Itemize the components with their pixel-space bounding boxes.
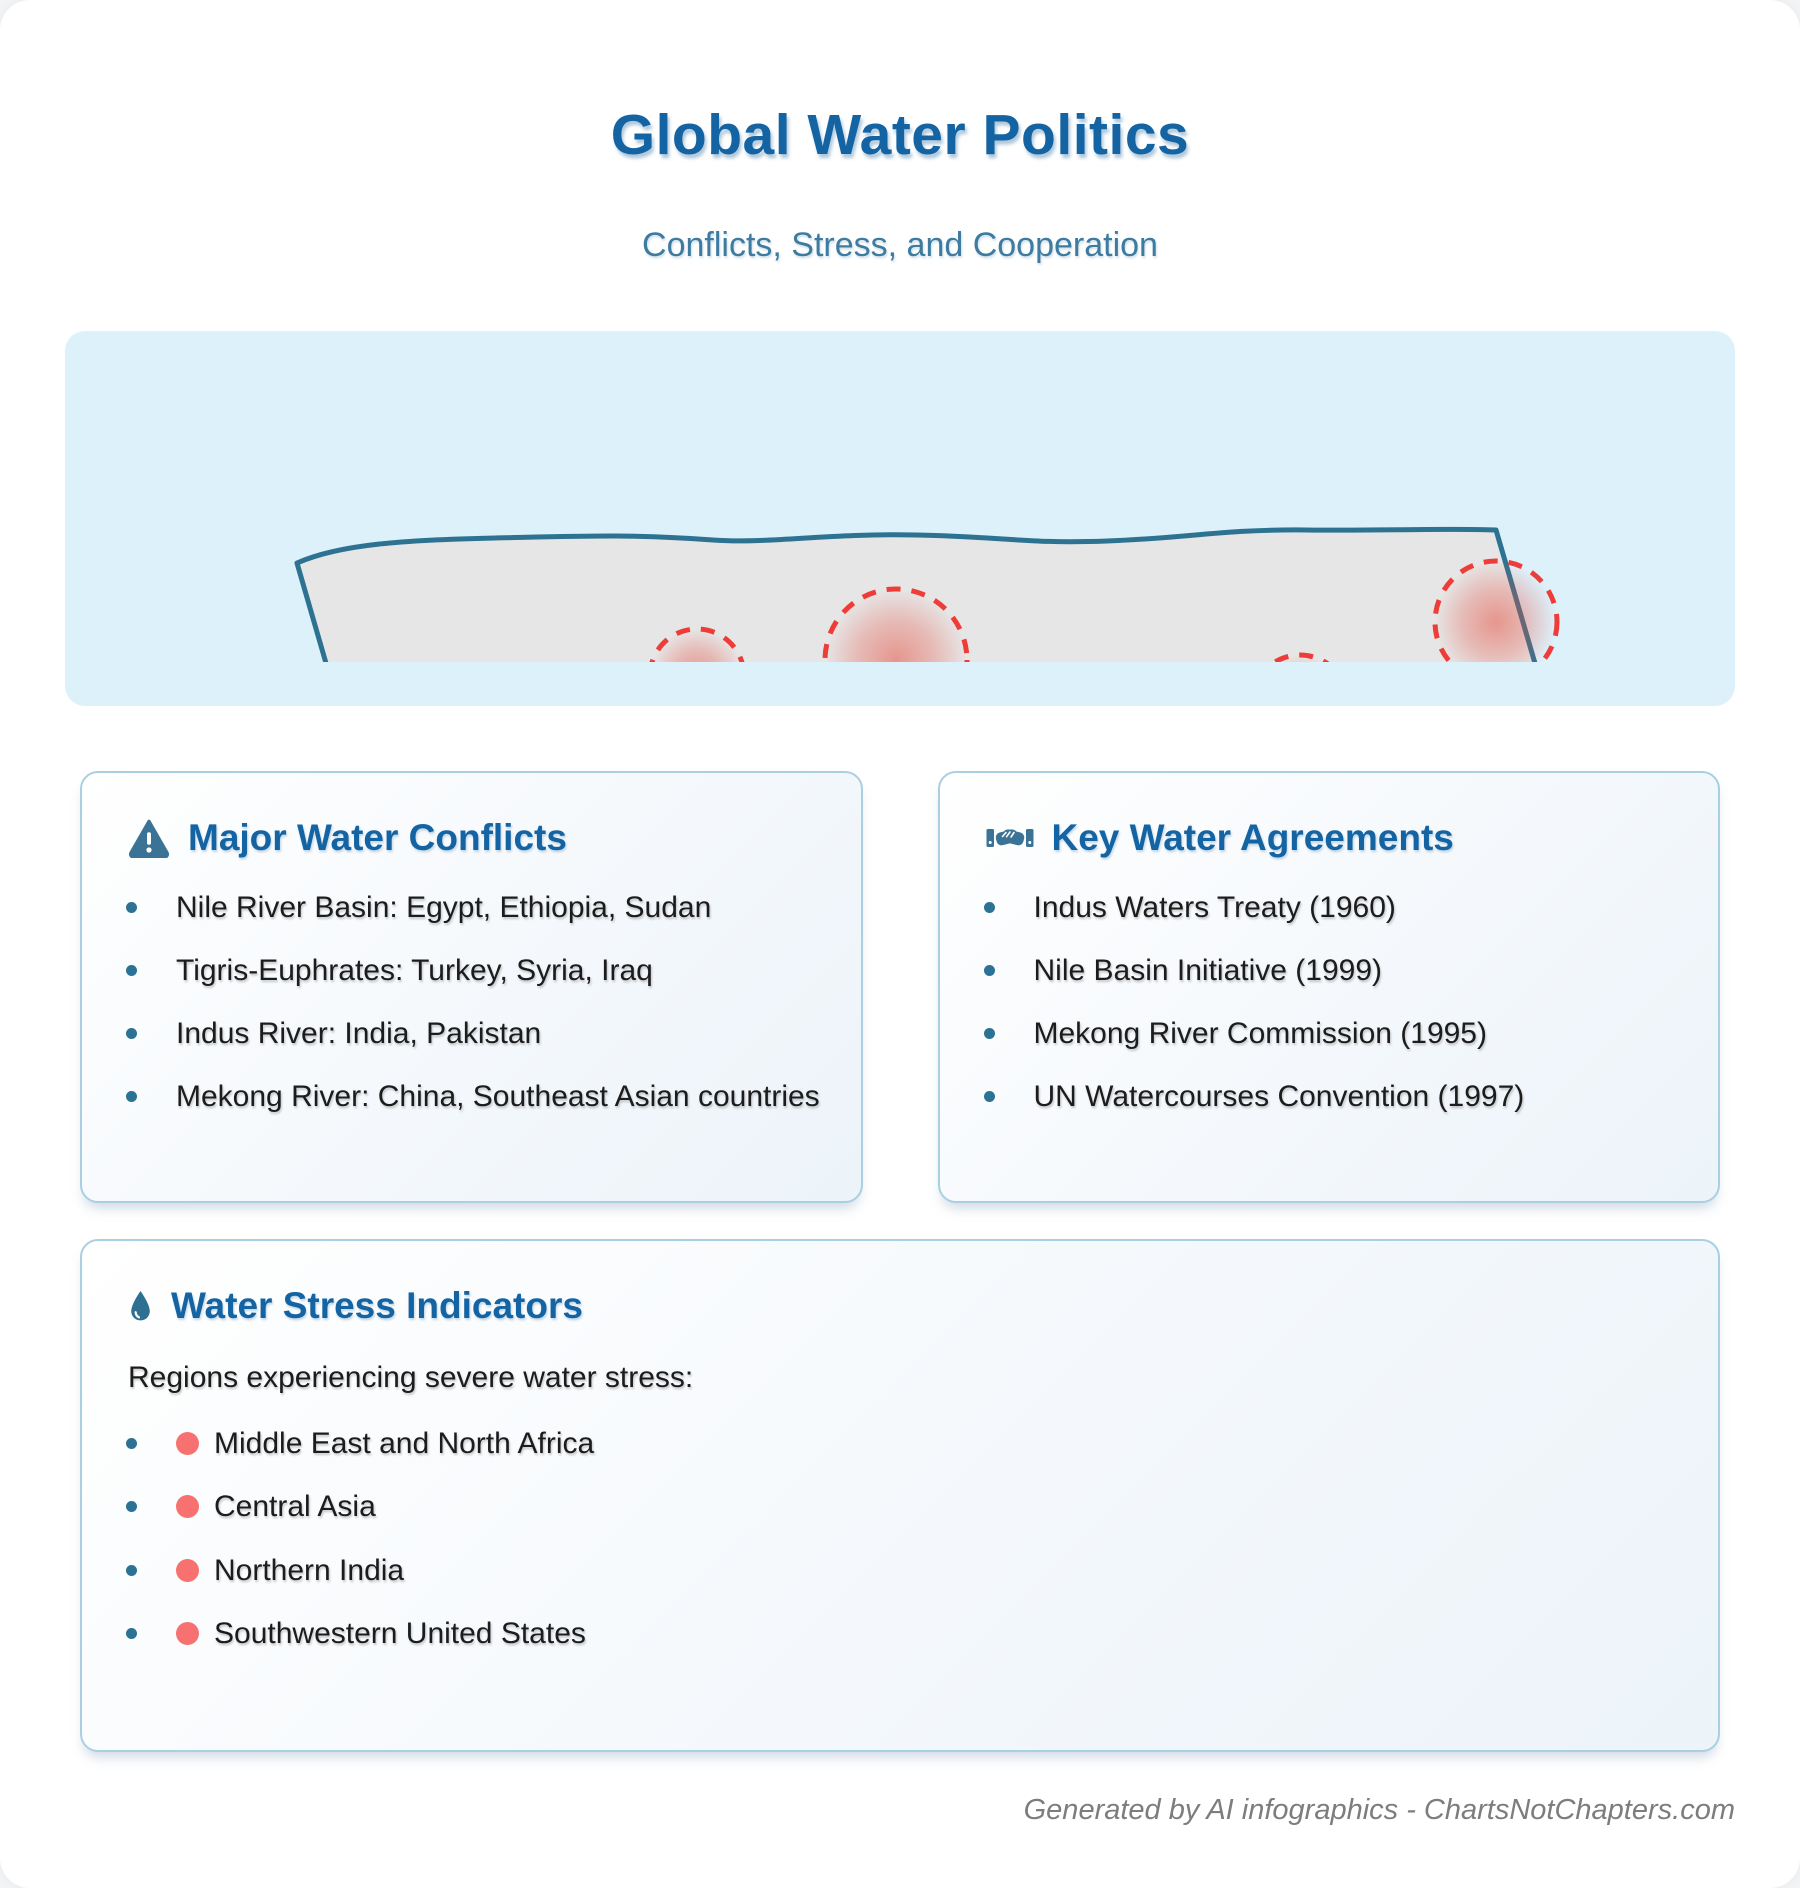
severe-stress-dot xyxy=(176,1622,199,1645)
world-map-banner xyxy=(65,331,1735,706)
page-subtitle: Conflicts, Stress, and Cooperation xyxy=(642,226,1158,264)
handshake-icon xyxy=(986,823,1034,853)
footer-credit: Generated by AI infographics - ChartsNotChapters.com xyxy=(1023,1793,1735,1826)
conflicts-list xyxy=(122,889,821,1116)
agreement-list-item: Indus Waters Treaty (1960) xyxy=(980,889,1679,927)
stress-region-list-item: Northern India xyxy=(122,1552,1678,1590)
stress-region-list-item: Central Asia xyxy=(122,1488,1678,1526)
stress-card-intro: Regions experiencing severe water stress: xyxy=(128,1361,694,1395)
warning-icon xyxy=(128,818,170,858)
conflict-list-item: Tigris-Euphrates: Turkey, Syria, Iraq xyxy=(122,952,821,990)
info-cards-row xyxy=(80,771,1720,1203)
agreement-list-item: Mekong River Commission (1995) xyxy=(980,1015,1679,1053)
conflict-list-item: Nile River Basin: Egypt, Ethiopia, Sudan xyxy=(122,889,821,927)
hotspot-glow xyxy=(1252,655,1348,706)
map-land-group xyxy=(297,529,1557,706)
major-water-conflicts-card xyxy=(80,771,863,1203)
water-stress-indicators-card xyxy=(80,1239,1720,1751)
page-title: Global Water Politics xyxy=(610,103,1190,167)
stress-card-title-text: Water Stress Indicators xyxy=(171,1285,583,1327)
stress-card-title xyxy=(128,1285,1678,1327)
conflict-list-item: Indus River: India, Pakistan xyxy=(122,1015,821,1053)
severe-stress-dot xyxy=(176,1432,199,1455)
stress-region-list-item: Southwestern United States xyxy=(122,1615,1678,1653)
conflict-list-item: Mekong River: China, Southeast Asian countries xyxy=(122,1078,821,1116)
agreements-card-title-text: Key Water Agreements xyxy=(1051,817,1454,858)
agreement-list-item: Nile Basin Initiative (1999) xyxy=(980,952,1679,990)
agreements-list xyxy=(980,889,1679,1116)
severe-stress-dot xyxy=(176,1559,199,1582)
water-drop-icon xyxy=(128,1290,153,1323)
conflicts-card-title-text: Major Water Conflicts xyxy=(188,817,567,858)
agreement-list-item: UN Watercourses Convention (1997) xyxy=(980,1078,1679,1116)
severe-stress-dot xyxy=(176,1495,199,1518)
key-water-agreements-card xyxy=(938,771,1721,1203)
agreements-card-title xyxy=(986,817,1679,859)
conflicts-card-title xyxy=(128,817,821,859)
stress-regions-list xyxy=(122,1425,1678,1652)
hotspot-ring xyxy=(1252,655,1348,706)
stress-region-list-item: Middle East and North Africa xyxy=(122,1425,1678,1463)
map-svg xyxy=(65,331,1735,706)
